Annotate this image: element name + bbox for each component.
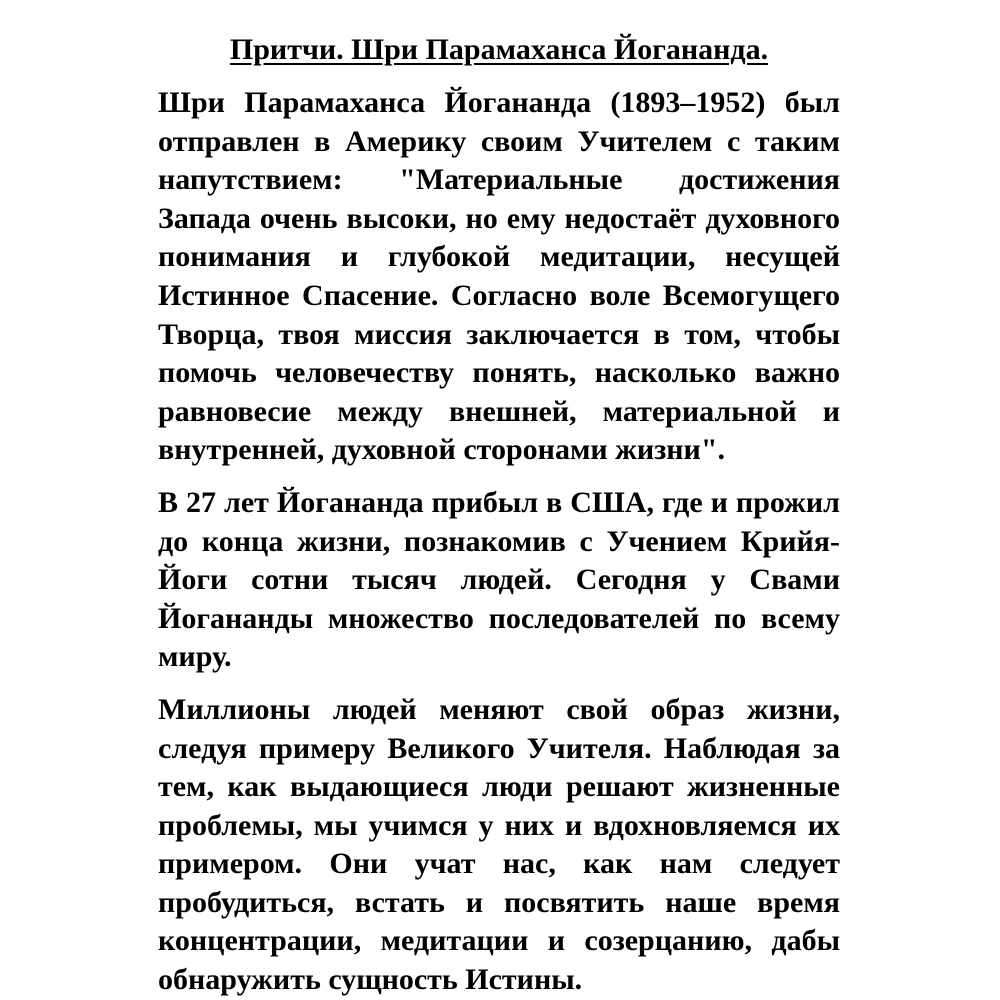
page-title: Притчи. Шри Парамаханса Йогананда. xyxy=(229,33,769,66)
paragraph-intro: Шри Парамаханса Йогананда (1893–1952) был отправлен в Америку своим Учителем с таким напутствием: "Материальные достижения Запада очень высоки, но ему недостаёт духовного понимания и глубокой медитации, несущей Истинное Спасение. Согласно воле Всемогущего Творца, твоя миссия заключается в том, чтобы помочь человечеству понять, насколько важно равновесие между внешней, материальной и внутренней, духовной сторонами жизни". xyxy=(158,86,840,467)
paragraph-usa: В 27 лет Йогананда прибыл в США, где и прожил до конца жизни, познакомив с Учением Крийя-Йоги сотни тысяч людей. Сегодня у Свами Йогананды множество последователей по всему миру. xyxy=(158,485,840,674)
paragraph-followers: Миллионы людей меняют свой образ жизни, следуя примеру Великого Учителя. Наблюдая за тем, как выдающиеся люди решают жизненные проблемы, мы учимся у них и вдохновляемся их примером. Они учат нас, как нам следует пробудиться, встать и посвятить наше время концентрации, медитации и созерцанию, дабы обнаружить сущность Истины. xyxy=(158,692,840,997)
